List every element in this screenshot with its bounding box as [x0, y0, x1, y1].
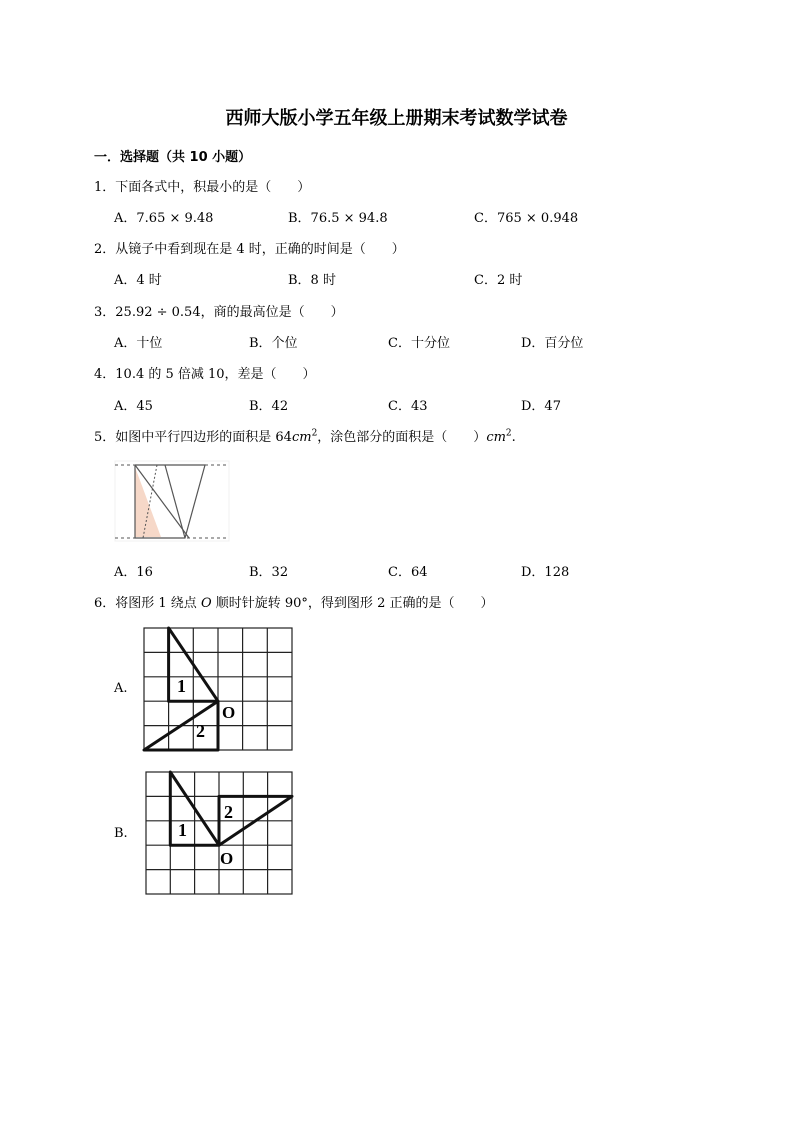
section-heading: 一．选择题（共 10 小题） [94, 150, 252, 165]
rotation-grid-a [140, 624, 296, 754]
q3-option-b: B．个位 [249, 336, 298, 351]
q1-option-a: A．7.65 × 9.48 [114, 211, 214, 226]
q4-option-d: D．47 [521, 399, 561, 414]
question-1-stem: 1．下面各式中，积最小的是（ ） [94, 180, 311, 195]
question-5-stem [94, 426, 516, 445]
q5-unit-2: cm [486, 430, 506, 445]
q5-option-c: C．64 [388, 565, 428, 580]
shape-2-label-b: 2 [224, 802, 233, 822]
q6-stem-prefix: 6．将图形 1 绕点 [94, 596, 201, 611]
q1-option-b: B．76.5 × 94.8 [288, 211, 388, 226]
point-o-label: O [222, 703, 236, 722]
q5-stem-end: . [511, 430, 516, 445]
q6-option-a-label: A. [114, 681, 128, 696]
q5-option-d: D．128 [521, 565, 570, 580]
q5-sup-2: 2 [505, 428, 512, 439]
q1-option-c: C．765 × 0.948 [474, 211, 579, 226]
q2-option-c: C．2 时 [474, 273, 523, 288]
q5-stem-prefix: 5．如图中平行四边形的面积是 64 [94, 430, 292, 445]
q6-option-b-label: B. [114, 826, 128, 841]
q3-option-d: D．百分位 [521, 336, 584, 351]
q5-option-a: A．16 [114, 565, 153, 580]
q3-option-c: C．十分位 [388, 336, 450, 351]
rotation-grid-b [140, 768, 296, 900]
shape-1-label: 1 [177, 676, 186, 696]
page-title: 西师大版小学五年级上册期末考试数学试卷 [225, 108, 568, 129]
q4-option-b: B．42 [249, 399, 289, 414]
q2-option-b: B．8 时 [288, 273, 336, 288]
shape-2-label: 2 [196, 721, 205, 741]
question-2-stem: 2．从镜子中看到现在是 4 时，正确的时间是（ ） [94, 242, 405, 257]
q5-option-b: B．32 [249, 565, 289, 580]
point-o-label-b: O [220, 849, 234, 868]
question-3-stem: 3．25.92 ÷ 0.54，商的最高位是（ ） [94, 305, 344, 320]
q2-option-a: A．4 时 [114, 273, 162, 288]
question-6-stem [94, 592, 493, 611]
shape-1-label-b: 1 [178, 820, 187, 840]
question-4-stem: 4．10.4 的 5 倍减 10，差是（ ） [94, 367, 316, 382]
q5-sup-1: 2 [311, 428, 318, 439]
q5-stem-mid: ，涂色部分的面积是（ ） [317, 430, 487, 445]
q4-option-c: C．43 [388, 399, 428, 414]
q5-unit-1: cm [291, 430, 312, 445]
q4-option-a: A．45 [114, 399, 153, 414]
q3-option-a: A．十位 [114, 336, 163, 351]
q6-point-o: O [200, 596, 212, 611]
q6-stem-rest: 顺时针旋转 90°，得到图形 2 正确的是（ ） [211, 596, 494, 611]
parallelogram-figure [113, 459, 231, 543]
